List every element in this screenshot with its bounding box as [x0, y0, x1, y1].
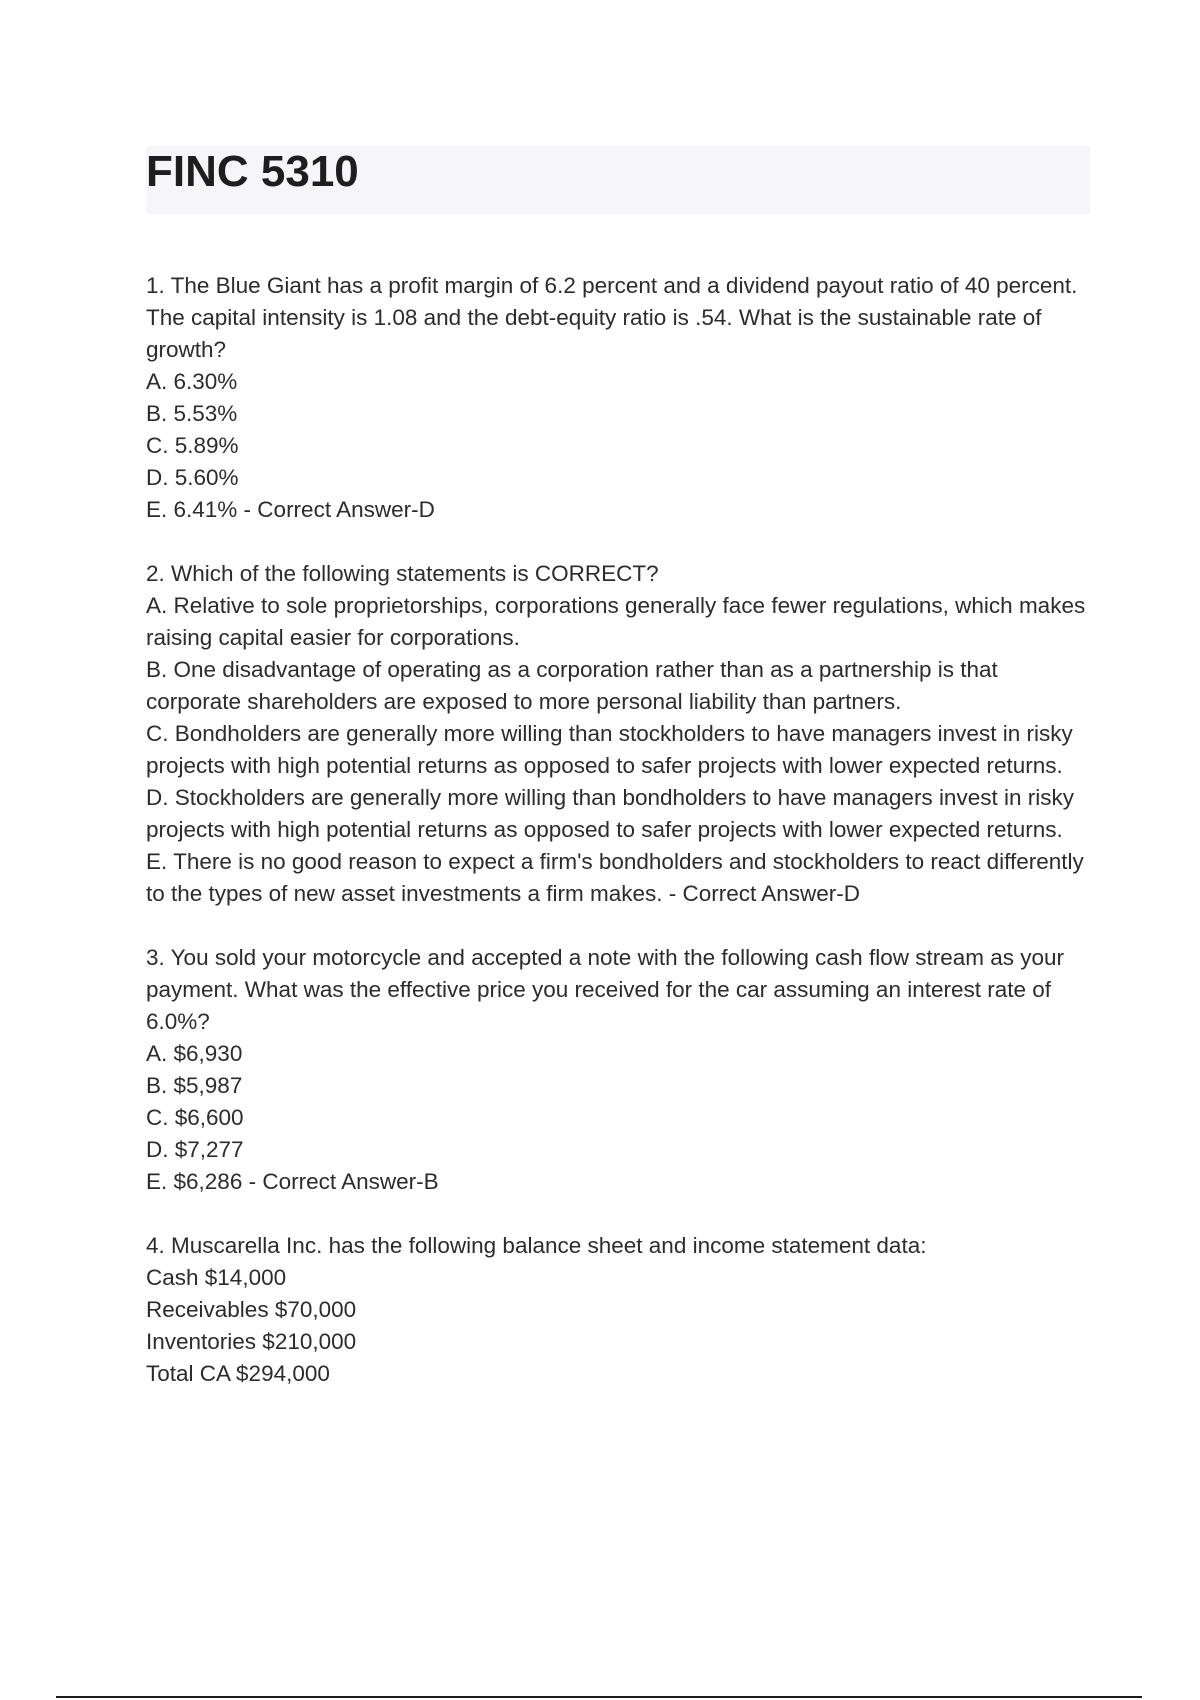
answer-option: E. 6.41% - Correct Answer-D [146, 497, 435, 522]
balance-sheet-line: Receivables $70,000 [146, 1297, 357, 1322]
balance-sheet-line: Inventories $210,000 [146, 1329, 357, 1354]
question-3 [146, 942, 1096, 1198]
answer-option: C. Bondholders are generally more willing than stockholders to have managers invest in risky projects with high potential returns as opposed to safer projects with lower expected returns. [146, 721, 1073, 778]
answer-option: A. $6,930 [146, 1041, 243, 1066]
question-2 [146, 558, 1096, 910]
question-4 [146, 1230, 1096, 1390]
answer-option: D. 5.60% [146, 465, 239, 490]
answer-option: B. 5.53% [146, 401, 238, 426]
answer-option: C. 5.89% [146, 433, 239, 458]
question-stem: 4. Muscarella Inc. has the following balance sheet and income statement data: [146, 1233, 927, 1258]
question-stem: 1. The Blue Giant has a profit margin of 6.2 percent and a dividend payout ratio of 40 percent. The capital intensity is 1.08 and the debt-equity ratio is .54. What is the sustainable rate of growth? [146, 273, 1078, 362]
question-stem: 2. Which of the following statements is CORRECT? [146, 561, 659, 586]
question-stem: 3. You sold your motorcycle and accepted a note with the following cash flow stream as your payment. What was the effective price you received for the car assuming an interest rate of 6.0%? [146, 945, 1065, 1034]
answer-option: D. Stockholders are generally more willing than bondholders to have managers invest in risky projects with high potential returns as opposed to safer projects with lower expected returns. [146, 785, 1074, 842]
answer-option: E. $6,286 - Correct Answer-B [146, 1169, 439, 1194]
answer-option: B. One disadvantage of operating as a corporation rather than as a partnership is that corporate shareholders are exposed to more personal liability than partners. [146, 657, 998, 714]
answer-option: B. $5,987 [146, 1073, 243, 1098]
document-title: FINC 5310 [146, 147, 359, 196]
page-bottom-rule [56, 1696, 1142, 1698]
question-list [146, 270, 1096, 1422]
balance-sheet-line: Total CA $294,000 [146, 1361, 330, 1386]
question-1 [146, 270, 1096, 526]
answer-option: D. $7,277 [146, 1137, 244, 1162]
answer-option: C. $6,600 [146, 1105, 244, 1130]
answer-option: A. 6.30% [146, 369, 238, 394]
answer-option: E. There is no good reason to expect a firm's bondholders and stockholders to react differently to the types of new asset investments a firm makes. - Correct Answer-D [146, 849, 1084, 906]
balance-sheet-line: Cash $14,000 [146, 1265, 287, 1290]
answer-option: A. Relative to sole proprietorships, corporations generally face fewer regulations, which makes raising capital easier for corporations. [146, 593, 1086, 650]
